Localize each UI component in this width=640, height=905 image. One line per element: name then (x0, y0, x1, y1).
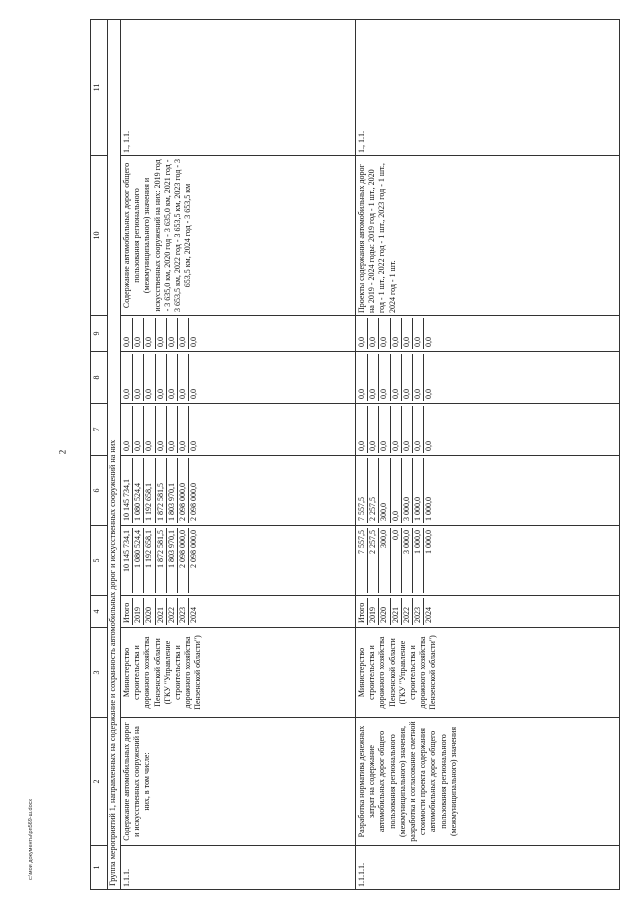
total-funding-cell (356, 526, 620, 596)
result-indicator: Проекты содержания автомобильных дорог на 2019 - 2024 годы: 2019 год - 1 шт., 2020 год - 1 шт., 2022 год - 1 шт., 2023 год - 1 шт., 2024 год - 1 шт. (356, 156, 620, 316)
year-value: Итого (122, 598, 133, 625)
amount-value: 0,0 (402, 406, 413, 453)
amount-value: 0,0 (178, 318, 189, 349)
amount-value: 2 257,5 (368, 458, 379, 523)
amount-value: 0,0 (156, 318, 167, 349)
amount-value: 0,0 (133, 354, 144, 401)
amount-value: 0,0 (391, 318, 402, 349)
amount-value: 7 557,5 (357, 528, 368, 593)
amount-value: 0,0 (144, 406, 155, 453)
indicator-link: 1., 1.1. (121, 20, 356, 156)
amount-value: 7 557,5 (357, 458, 368, 523)
year-value: 2021 (156, 598, 167, 625)
amount-value: 0,0 (144, 318, 155, 349)
amount-value: 0,0 (368, 318, 379, 349)
table-row (356, 20, 620, 890)
federal-funding-cell (121, 404, 356, 456)
local-funding-cell (121, 352, 356, 404)
amount-value: 300,0 (379, 528, 390, 593)
result-indicator: Содержание автомобильных дорог общего пользования регионального (межмуниципального) значения и искусственных сооружений на них: 2019 год - 3 635,0 км, 2020 год - 3 635,0 км, 2021 год - 3 653,5 км, 2022 год - 3 653,5 км, 2023 год - 3 653,5 км, 2024 год - 3 653,5 км (121, 156, 356, 316)
table-row (121, 20, 356, 890)
year-value: 2024 (189, 607, 199, 623)
amount-value: 0,0 (424, 389, 434, 399)
amount-value: 1 000,0 (424, 530, 434, 554)
amount-value: 1 803 970,1 (167, 458, 178, 523)
amount-value: 0,0 (413, 354, 424, 401)
amount-value: 0,0 (391, 354, 402, 401)
year-value: Итого (357, 598, 368, 625)
amount-value: 0,0 (413, 318, 424, 349)
header-cell: 9 (91, 316, 108, 352)
regional-funding-cell (121, 456, 356, 526)
amount-value: 0,0 (379, 318, 390, 349)
amount-value: 1 192 658,1 (144, 458, 155, 523)
header-cell: 11 (91, 20, 108, 156)
year-value: 2022 (402, 598, 413, 625)
year-value: 2023 (413, 598, 424, 625)
amount-value: 0,0 (424, 441, 434, 451)
amount-value: 0,0 (189, 337, 199, 347)
group-title: Группа мероприятий 1, направленных на содержание и сохранность автомобильных дорог и искусственных сооружений на них (108, 20, 121, 890)
amount-value: 0,0 (391, 528, 402, 593)
row-number: 1.1.1.1. (356, 846, 620, 890)
program-table (90, 19, 620, 890)
amount-value: 1 872 581,5 (156, 458, 167, 523)
amount-value: 1 000,0 (413, 528, 424, 593)
year-value: 2019 (133, 598, 144, 625)
year-value: 2020 (144, 598, 155, 625)
amount-value: 0,0 (189, 389, 199, 399)
amount-value: 3 000,0 (402, 528, 413, 593)
file-path-footer: c:\мои документы\рп569-ш.docx (28, 798, 34, 880)
amount-value: 0,0 (402, 354, 413, 401)
amount-value: 0,0 (178, 354, 189, 401)
amount-value: 0,0 (189, 441, 199, 451)
amount-value: 2 098 000,0 (189, 530, 199, 568)
total-funding-cell (121, 526, 356, 596)
amount-value: 0,0 (379, 354, 390, 401)
amount-value: 1 192 658,1 (144, 528, 155, 593)
amount-value: 0,0 (391, 458, 402, 523)
year-value: 2022 (167, 598, 178, 625)
amount-value: 0,0 (167, 406, 178, 453)
amount-value: 0,0 (357, 406, 368, 453)
amount-value: 1 803 970,1 (167, 528, 178, 593)
year-value: 2021 (391, 598, 402, 625)
amount-value: 0,0 (391, 406, 402, 453)
amount-value: 2 257,5 (368, 528, 379, 593)
executor-cell: Министерство строительства и дорожного хозяйства Пензенской области (ГКУ "Управление строительства и дорожного хозяйства Пензенской области") (121, 628, 356, 718)
amount-value: 2 098 000,0 (178, 458, 189, 523)
amount-value: 0,0 (402, 318, 413, 349)
row-number: 1.1.1. (121, 846, 356, 890)
amount-value: 1 080 524,4 (133, 528, 144, 593)
header-cell: 7 (91, 404, 108, 456)
header-cell: 10 (91, 156, 108, 316)
year-value: 2020 (379, 598, 390, 625)
amount-value: 0,0 (133, 318, 144, 349)
regional-funding-cell (356, 456, 620, 526)
amount-value: 1 000,0 (424, 497, 434, 521)
measure-name: Содержание автомобильных дорог и искусственных сооружений на них, в том числе: (121, 718, 356, 846)
amount-value: 2 098 000,0 (178, 528, 189, 593)
header-cell: 4 (91, 596, 108, 628)
amount-value: 0,0 (133, 406, 144, 453)
amount-value: 0,0 (357, 354, 368, 401)
amount-value: 0,0 (144, 354, 155, 401)
amount-value: 300,0 (379, 458, 390, 523)
measure-name: Разработка норматива денежных затрат на содержание автомобильных дорог общего пользования регионального (межмуниципального) значения, разработка и согласование сметной стоимости проекта содержания автомобильных дорог общего пользования регионального (межмуниципального) значения (356, 718, 620, 846)
amount-value: 0,0 (413, 406, 424, 453)
amount-value: 0,0 (156, 354, 167, 401)
amount-value: 1 872 581,5 (156, 528, 167, 593)
header-cell: 1 (91, 846, 108, 890)
years-cell (356, 596, 620, 628)
other-funding-cell (356, 316, 620, 352)
amount-value: 0,0 (357, 318, 368, 349)
page-number: 2 (57, 449, 68, 455)
header-cell: 5 (91, 526, 108, 596)
amount-value: 1 080 524,4 (133, 458, 144, 523)
header-cell: 6 (91, 456, 108, 526)
rotated-table-container (90, 20, 620, 890)
amount-value: 10 145 734,1 (122, 458, 133, 523)
years-cell (121, 596, 356, 628)
indicator-link: 1., 1.1. (356, 20, 620, 156)
executor-cell: Министерство строительства и дорожного хозяйства Пензенской области (ГКУ "Управление строительства и дорожного хозяйства Пензенской области") (356, 628, 620, 718)
amount-value: 3 000,0 (402, 458, 413, 523)
header-row (91, 20, 108, 890)
amount-value: 0,0 (167, 318, 178, 349)
group-row (108, 20, 121, 890)
amount-value: 2 098 000,0 (189, 483, 199, 521)
amount-value: 1 000,0 (413, 458, 424, 523)
amount-value: 0,0 (122, 318, 133, 349)
federal-funding-cell (356, 404, 620, 456)
amount-value: 0,0 (156, 406, 167, 453)
amount-value: 0,0 (368, 406, 379, 453)
local-funding-cell (356, 352, 620, 404)
header-cell: 2 (91, 718, 108, 846)
amount-value: 0,0 (424, 337, 434, 347)
amount-value: 0,0 (122, 354, 133, 401)
amount-value: 0,0 (167, 354, 178, 401)
amount-value: 0,0 (178, 406, 189, 453)
amount-value: 0,0 (122, 406, 133, 453)
other-funding-cell (121, 316, 356, 352)
header-cell: 8 (91, 352, 108, 404)
year-value: 2019 (368, 598, 379, 625)
year-value: 2023 (178, 598, 189, 625)
year-value: 2024 (424, 607, 434, 623)
header-cell: 3 (91, 628, 108, 718)
amount-value: 0,0 (368, 354, 379, 401)
amount-value: 0,0 (379, 406, 390, 453)
amount-value: 10 145 734,1 (122, 528, 133, 593)
